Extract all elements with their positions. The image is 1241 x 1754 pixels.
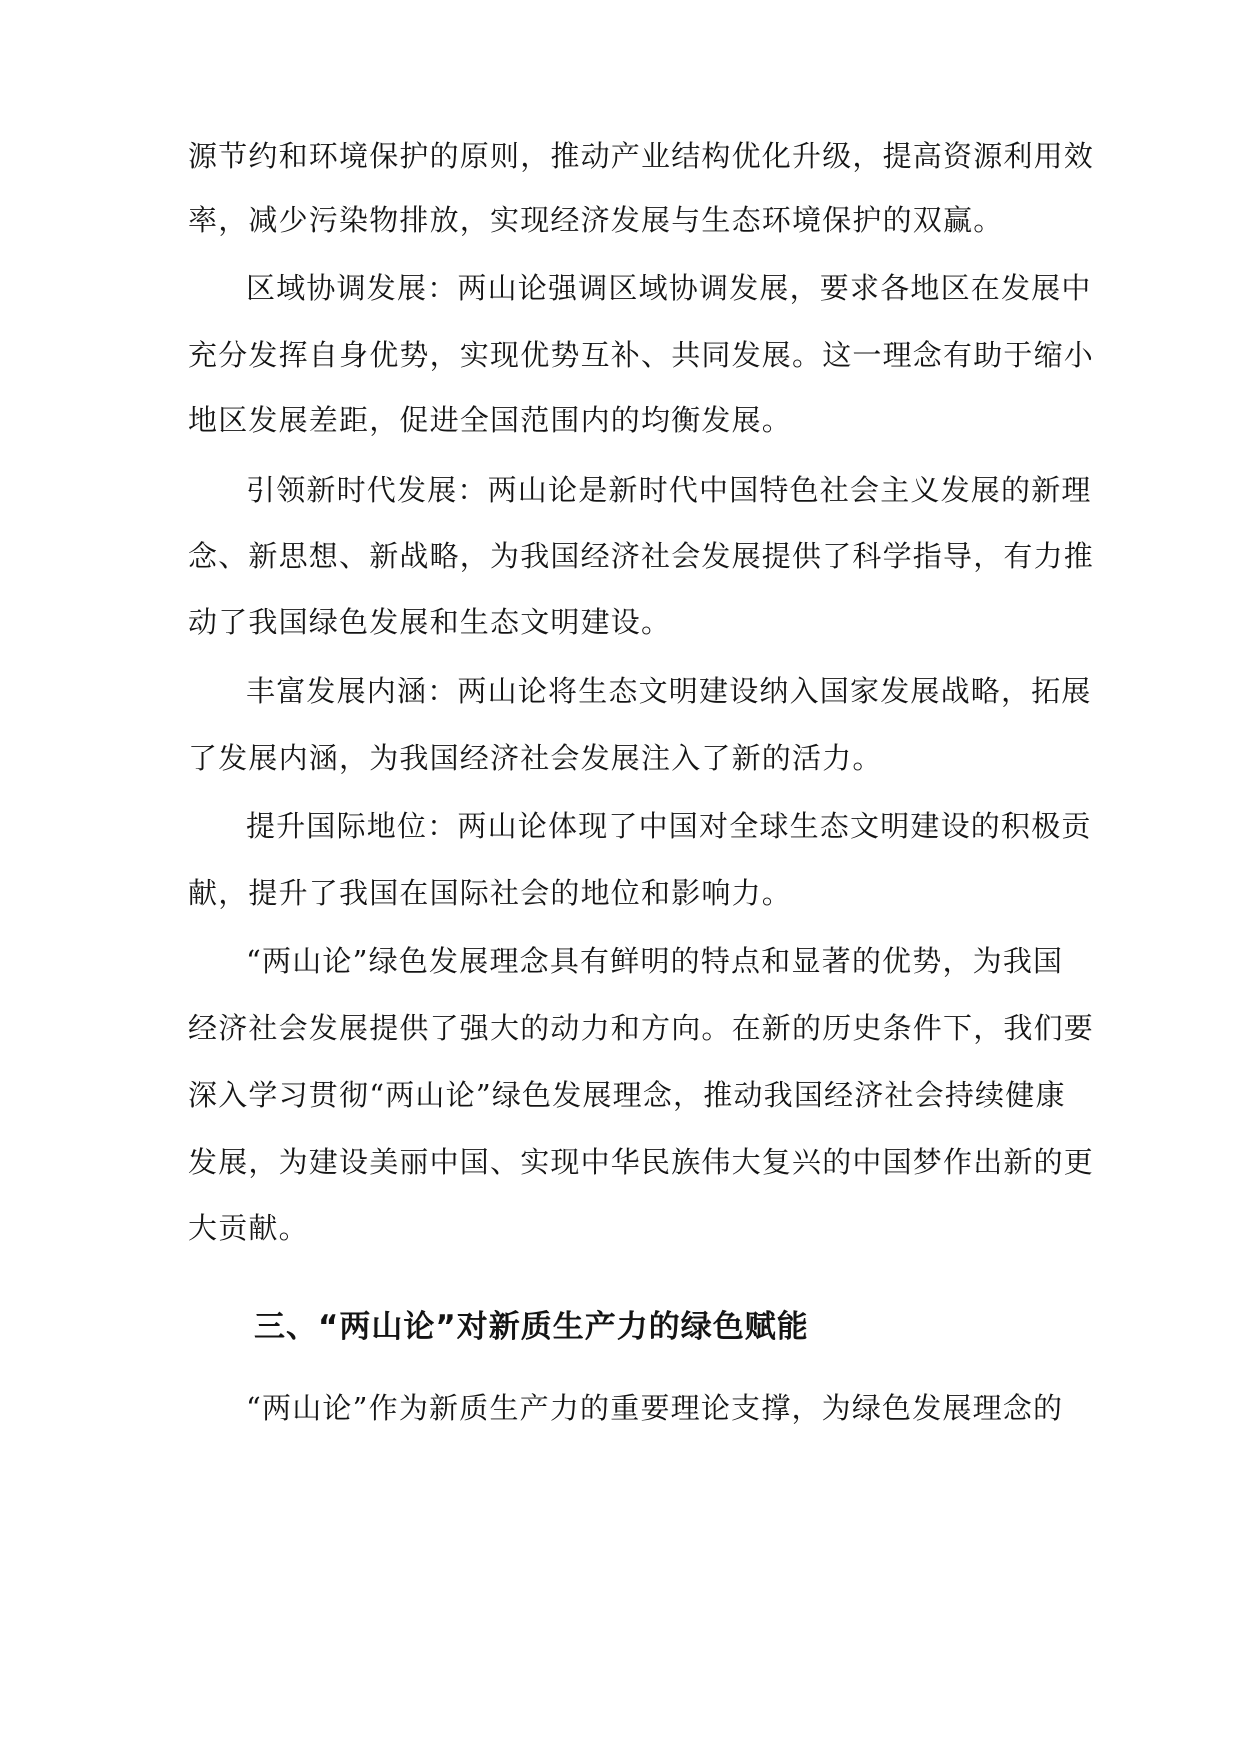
section-heading: 三、“两山论”对新质生产力的绿色赋能 [254, 1309, 809, 1345]
paragraph-line: 深入学习贯彻“两山论”绿色发展理念，推动我国经济社会持续健康 [188, 1078, 1066, 1112]
paragraph-line: 丰富发展内涵：两山论将生态文明建设纳入国家发展战略，拓展 [246, 674, 1092, 708]
paragraph-line: 率，减少污染物排放，实现经济发展与生态环境保护的双赢。 [188, 203, 1004, 237]
paragraph-line: 引领新时代发展：两山论是新时代中国特色社会主义发展的新理 [246, 473, 1092, 507]
paragraph-line: 提升国际地位：两山论体现了中国对全球生态文明建设的积极贡 [246, 809, 1092, 843]
paragraph-line: 动了我国绿色发展和生态文明建设。 [188, 605, 672, 639]
paragraph-line: 发展，为建设美丽中国、实现中华民族伟大复兴的中国梦作出新的更 [188, 1145, 1095, 1179]
paragraph-line: 念、新思想、新战略，为我国经济社会发展提供了科学指导，有力推 [188, 539, 1095, 573]
paragraph-line: 源节约和环境保护的原则，推动产业结构优化升级，提高资源利用效 [188, 139, 1095, 173]
paragraph-line: “两山论”绿色发展理念具有鲜明的特点和显著的优势，为我国 [246, 944, 1064, 978]
paragraph-line: 地区发展差距，促进全国范围内的均衡发展。 [188, 403, 793, 437]
paragraph-line: 充分发挥自身优势，实现优势互补、共同发展。这一理念有助于缩小 [188, 338, 1095, 372]
paragraph-line: 献，提升了我国在国际社会的地位和影响力。 [188, 876, 793, 910]
paragraph-line: 大贡献。 [188, 1211, 309, 1245]
paragraph-line: 了发展内涵，为我国经济社会发展注入了新的活力。 [188, 741, 883, 775]
paragraph-line: “两山论”作为新质生产力的重要理论支撑，为绿色发展理念的 [246, 1391, 1064, 1425]
paragraph-line: 经济社会发展提供了强大的动力和方向。在新的历史条件下，我们要 [188, 1011, 1095, 1045]
paragraph-line: 区域协调发展：两山论强调区域协调发展，要求各地区在发展中 [246, 271, 1092, 305]
